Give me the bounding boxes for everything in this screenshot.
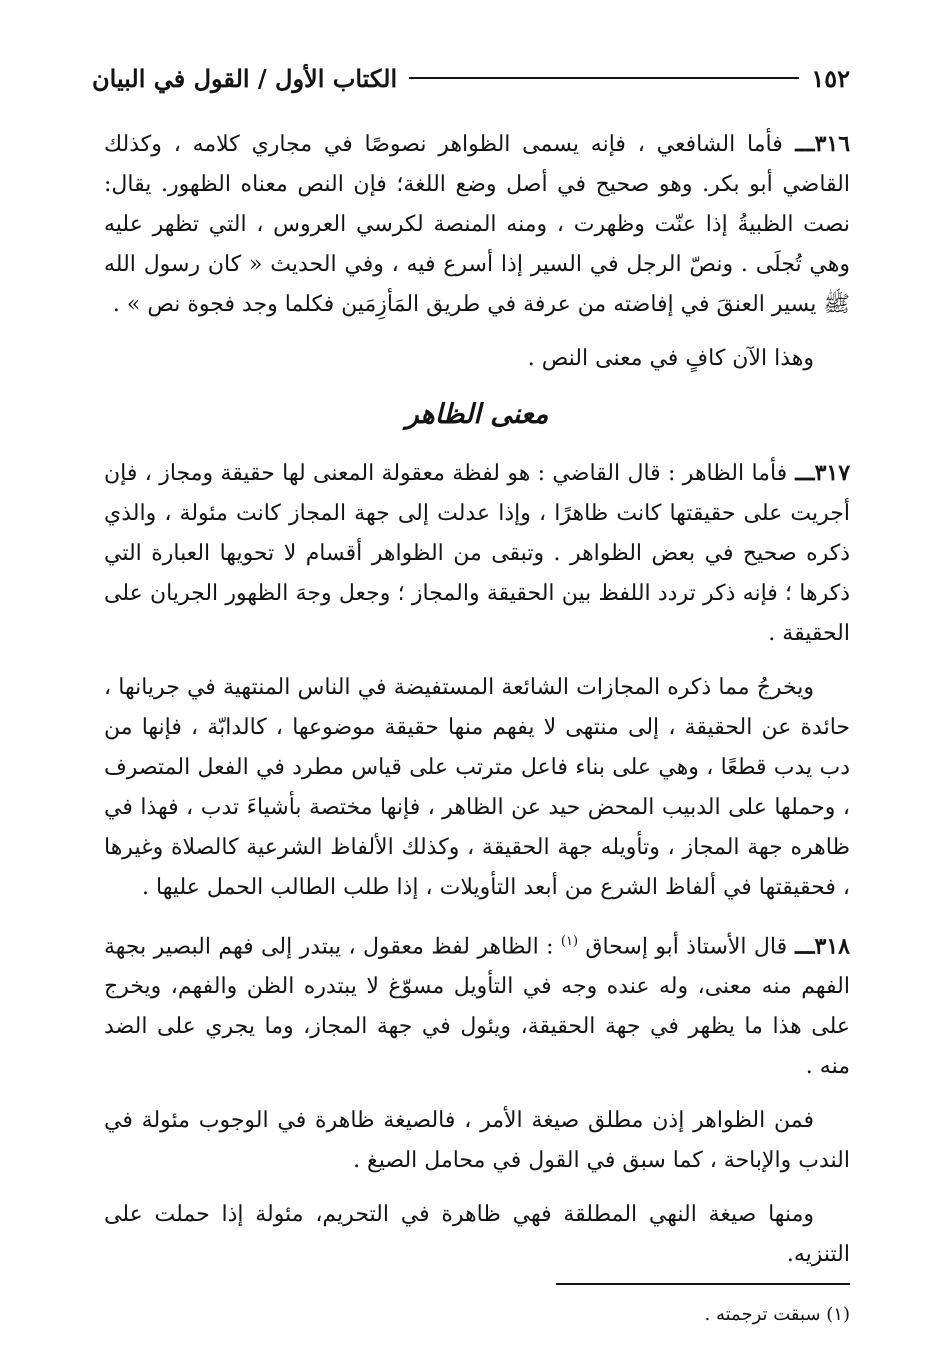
paragraph-amr: فمن الظواهر إذن مطلق صيغة الأمر ، فالصيغة ظاهرة في الوجوب مئولة في الندب والإباحة ، كما سبق في القول في محامل الصيغ . [104,1108,850,1174]
footnote-text: سبقت ترجمته . [704,1304,821,1325]
paragraph-number: ٣١٧ [814,460,851,486]
running-title: الكتاب الأول / القول في البيان [92,63,398,93]
footnote-divider [556,1283,850,1285]
paragraph-number: ٣١٨ [814,933,850,960]
paragraph-317: ٣١٧ـــ فأما الظاهر : قال القاضي : هو لفظة معقولة المعنى لها حقيقة ومجاز ، فإن أجريت على حقيقتها كانت ظاهرًا ، وإذا عدلت إلى جهة المجاز كانت مئولة ، والذي ذكره صحيح في بعض الظواهر . وتبقى من الظواهر أقسام لا تحويها العبارة التي ذكرها ؛ فإنه ذكر تردد اللفظ بين الحقيقة والمجاز ؛ وجعل وجهَ الظهور الجريان على الحقيقة . [104,460,851,646]
paragraph-text: قال الأستاذ أبو إسحاق [585,934,788,960]
page-header [92,56,850,100]
paragraph-316: ٣١٦ـــ فأما الشافعي ، فإنه يسمى الظواهر نصوصًا في مجاري كلامه ، وكذلك القاضي أبو بكر. وهو صحيح في أصل وضع اللغة؛ فإن النص معناه الظهور. يقال: نصت الظبيةُ إذا عنّت وظهرت ، ومنه المنصة لكرسي العروس ، التي تظهر عليه وهي تُجلَى . ونصّ الرجل في السير إذا أسرع فيه ، وفي الحديث « كان رسول الله ﷺ يسير العنقَ في إفاضته من عرفة في طريق المَأزِمَين فكلما وجد فجوة نص » . [104,131,851,317]
paragraph-nass-conclusion: وهذا الآن كافٍ في معنى النص . [527,346,814,371]
paragraph-number: ٣١٦ [814,131,851,157]
paragraph-nahy: ومنها صيغة النهي المطلقة فهي ظاهرة في التحريم، مئولة إذا حملت على التنزيه. [104,1202,850,1268]
paragraph-text: فأما الشافعي ، فإنه يسمى الظواهر نصوصًا في مجاري كلامه ، وكذلك القاضي أبو بكر. وهو صحيح في أصل وضع اللغة؛ فإن النص معناه الظهور. يقال: نصت الظبيةُ إذا عنّت وظهرت ، ومنه المنصة لكرسي العروس ، التي تظهر عليه وهي تُجلَى . ونصّ الرجل في السير إذا أسرع فيه ، وفي الحديث « كان رسول الله ﷺ يسير العنقَ في إفاضته من عرفة في طريق المَأزِمَين فكلما وجد فجوة نص » . [104,132,850,317]
page-number: ١٥٢ [811,63,850,93]
paragraph-text-continued: : الظاهر لفظ معقول ، يبتدر إلى فهم البصير بجهة الفهم منه معنى، وله عنده وجه في التأويل مسوّغ لا يبتدره الظن والفهم، ويخرج على هذا ما يظهر في جهة الحقيقة، ويئول في جهة المجاز، وما يجري على الضد منه . [104,934,850,1080]
footnote-reference[interactable]: (١) [560,934,579,949]
footnote-marker: (١) [826,1304,850,1325]
footnote [560,1300,850,1330]
section-heading: معنى الظاهر [405,399,549,430]
paragraph-text: فأما الظاهر : قال القاضي : هو لفظة معقولة المعنى لها حقيقة ومجاز ، فإن أجريت على حقيقتها كانت ظاهرًا ، وإذا عدلت إلى جهة المجاز كانت مئولة ، والذي ذكره صحيح في بعض الظواهر . وتبقى من الظواهر أقسام لا تحويها العبارة التي ذكرها ؛ فإنه ذكر تردد اللفظ بين الحقيقة والمجاز ؛ وجعل وجهَ الظهور الجريان على الحقيقة . [104,461,850,646]
header-rule [409,77,799,79]
paragraph-majaz: ويخرجُ مما ذكره المجازات الشائعة المستفيضة في الناس المنتهية في جريانها ، حائدة عن الحقيقة ، إلى منتهى لا يفهم منها حقيقة موضوعها ، كالدابّة ، فإنها من دب يدب قطعًا ، وهي على بناء فاعل مترتب على قياس مطرد في الفعل المتصرف ، وحملها على الدبيب المحض حيد عن الظاهر ، فإنها مختصة بأشياءَ تدب ، فهذا في ظاهره جهة المجاز ، وتأويله جهة الحقيقة ، وكذلك الألفاظ الشرعية كالصلاة وغيرها ، فحقيقتها في ألفاظ الشرع من أبعد التأويلات ، إذا طلب الطالب الحمل عليها . [104,675,851,900]
main-text [104,124,850,1289]
paragraph-318: ٣١٨ـــ قال الأستاذ أبو إسحاق $^{(١)}$ : الظاهر لفظ معقول ، يبتدر إلى فهم البصير بجهة الفهم منه معنى، وله عنده وجه في التأويل مسوّغ لا يبتدره الظن والفهم، ويخرج على هذا ما يظهر في جهة الحقيقة، ويئول في جهة المجاز، وما يجري على الضد منه . [104,933,850,1080]
